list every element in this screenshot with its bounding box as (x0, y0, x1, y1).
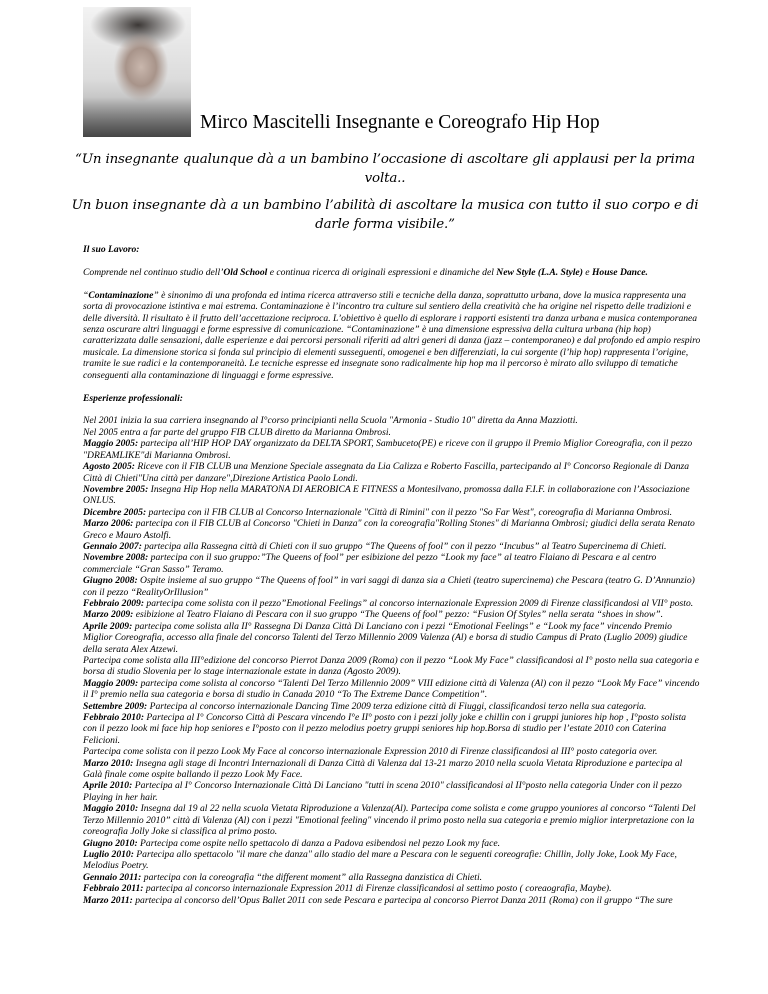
experience-text: Nel 2005 entra a far parte del gruppo FIB CLUB diretto da Marianna Ombrosi. (83, 426, 391, 438)
experience-text: partecipa con il suo gruppo:”The Queens of fool” per esibizione del pezzo “Look my face” al teatro Flaiano di Pescara e al centro commerciale “Gran Sasso” Teramo. (83, 552, 657, 575)
experience-text: partecipa con il FIB CLUB al Concorso "Chieti in Danza" con la coreografia"Rolling Stones" di Marianna Ombrosi; giudici della serata Renato Greco e Mauro Astolfi. (83, 518, 695, 541)
experience-item (83, 598, 701, 609)
experience-text: Partecipa al concorso internazionale Dancing Time 2009 terza edizione città di Fiuggi, classificandosi terzo nella sua categoria. (147, 700, 647, 712)
experience-item (83, 872, 701, 883)
experience-item (83, 838, 701, 849)
page-title: Mirco Mascitelli Insegnante e Coreografo Hip Hop (200, 112, 600, 133)
experience-text: esibizione al Teatro Flaiano di Pescara con il suo gruppo “The Queens of fool” pezzo: “Fusion Of Styles” nella serata “shoes in show”. (133, 609, 663, 621)
experience-item (83, 461, 701, 484)
experience-text: partecipa all’HIP HOP DAY organizzato da DELTA SPORT, Sambuceto(PE) e riceve con il gruppo il Premio Miglior Coreografia, con il pezzo "DREAMLIKE"di Marianna Ombrosi. (83, 438, 693, 461)
experience-item (83, 507, 701, 518)
document-body (83, 244, 701, 906)
experience-date: Febbraio 2011: (83, 883, 144, 895)
experience-item (83, 712, 701, 746)
experience-item (83, 541, 701, 552)
quote-line-1: “Un insegnante qualunque dà a un bambino l’occasione di ascoltare gli applausi per la prima volta.. (75, 152, 695, 186)
quote-line-2: Un buon insegnante dà a un bambino l’abilità di ascoltare la musica con tutto il suo corpo e di darle forma visibile.” (71, 198, 699, 232)
experience-date: Aprile 2009: (83, 620, 133, 632)
experience-date: Marzo 2006: (83, 518, 134, 530)
experience-date: Maggio 2005: (83, 438, 139, 450)
experience-item (83, 438, 701, 461)
experience-date: Febbraio 2009: (83, 597, 145, 609)
experience-date: Luglio 2010: (83, 848, 134, 860)
experience-item (83, 758, 701, 781)
experience-date: Marzo 2011: (83, 894, 133, 906)
experience-text: Insegna dal 19 al 22 nella scuola Vietata Riproduzione a Valenza(Al). Partecipa come solista e come gruppo youniores al concorso “Talenti Del Terzo Millennio 2010” città di Valenza (Al) con i pezzi "Emotional feeling" vincendo il primo posto nella sua categoria e premio miglior interpretazione con la coreografia Jolly Joke si classifica al primo posto. (83, 803, 696, 838)
experience-list (83, 415, 701, 905)
experience-date: Marzo 2010: (83, 757, 134, 769)
experience-date: Febbraio 2010: (83, 712, 145, 724)
experience-date: Novembre 2005: (83, 483, 149, 495)
experience-date: Marzo 2009: (83, 609, 134, 621)
experience-text: Partecipa al I° Concorso Internazionale Città Di Lanciano "tutti in scena 2010" classificandosi al II°posto nella categoria Under con il pezzo Playing in her hair. (83, 780, 682, 803)
experience-item (83, 484, 701, 507)
experience-item (83, 895, 701, 906)
experience-text: partecipa al concorso internazionale Expression 2011 di Firenze classificandosi al settimo posto ( coreaografia, Maybe). (143, 883, 612, 895)
paragraph-contaminazione: “Contaminazione” è sinonimo di una profonda ed intima ricerca attraverso stili e tecniche della danza, soprattutto urbana, dove la musica rappresenta una sorta di provocazione istintiva e mai estrema. Contaminazione è l’incontro tra culture sul sentiero della creatività che ha origine nel rispetto delle tradizioni e delle diversità. Il risultato è il frutto dell’accettazione reciproca. L’obiettivo è quello di esplorare i rapporti esistenti tra danza urbana e musica contemporanea senza oscurare altri linguaggi e forme espressive di comunicazione. “Contaminazione” è una dimensione espressiva della cultura urbana (hip hop) caratterizzata dalle sensazioni, dalle esperienze e dai percorsi personali riferiti ad altri generi di danza (jazz – contemporaneo) e dal profondo ed ampio respiro musicale. La dimensione storica si fonda sul principio di elementi susseguenti, omogenei e ben differenziati, la cui sorgente (l’hip hop) rappresenta l’origine, tramite le sue radici e la contemporaneità. Le tecniche espresse ed insegnate sono radicalmente hip hop ma il percorso è mirato allo sviluppo di tematiche conseguenti alla contaminazione di linguaggi e forme espressive. (83, 289, 701, 381)
experience-text: Ospite insieme al suo gruppo “The Queens of fool” in vari saggi di danza sia a Chieti (teatro supercinema) che Pescara (teatro G. D’Annunzio) con il pezzo “RealityOrIllusion” (83, 575, 695, 598)
paragraph-styles: Comprende nel continuo studio dell’Old School e continua ricerca di originali espressioni e dinamiche del New Style (L.A. Style) e House Dance. (83, 266, 648, 278)
experience-text: partecipa come solista alla II° Rassegna Di Danza Città Di Lanciano con i pezzi “Emotional Feelings” e “Look my face” vincendo Premio Miglior Coreografia, accesso alla finale del concorso Talenti del Terzo Millennio 2009 Valenza (Al) e borsa di studio Campus di Prato (Luglio 2009) giudice della serata Alex Atzewi. (83, 620, 688, 655)
experience-text: partecipa alla Rassegna città di Chieti con il suo gruppo “The Queens of fool” con il pezzo “Incubus” al Teatro Supercinema di Chieti. (141, 540, 667, 552)
experience-item (83, 849, 701, 872)
experience-date: Maggio 2010: (83, 803, 139, 815)
experience-date: Giugno 2008: (83, 575, 138, 587)
experience-text: partecipa con la coreografia “the different moment” alla Rassegna danzistica di Chieti. (141, 871, 483, 883)
experience-item (83, 678, 701, 701)
experience-date: Novembre 2008: (83, 552, 149, 564)
experience-item (83, 518, 701, 541)
experience-date: Gennaio 2011: (83, 871, 142, 883)
experience-item (83, 415, 701, 426)
experience-date: Aprile 2010: (83, 780, 133, 792)
section-heading-esperienze: Esperienze professionali: (83, 392, 183, 404)
experience-item (83, 575, 701, 598)
experience-item (83, 701, 701, 712)
experience-text: partecipa come solista con il pezzo”Emotional Feelings” al concorso internazionale Expression 2009 di Firenze classificandosi al VII° posto. (144, 597, 694, 609)
experience-text: Partecipa allo spettacolo "il mare che danza" allo stadio del mare a Pescara con le seguenti coreografie: Chillin, Jolly Joke, Look My Face, Melodius Poetry. (83, 848, 677, 872)
experience-date: Dicembre 2005: (83, 506, 147, 518)
experience-date: Giugno 2010: (83, 837, 138, 849)
experience-date: Settembre 2009: (83, 700, 148, 712)
experience-date: Agosto 2005: (83, 461, 135, 473)
experience-text: Insegna agli stage di Incontri Internazionali di Danza Città di Valenza dal 13-21 marzo 2010 nella scuola Vietata Riproduzione e partecipa al Galà finale come ospite ballando il pezzo Look My Face. (83, 757, 683, 781)
experience-date: Maggio 2009: (83, 677, 139, 689)
experience-item (83, 780, 701, 803)
experience-text: partecipa come solista al concorso “Talenti Del Terzo Millennio 2009” VIII edizione città di Valenza (Al) con il pezzo “Look My Face” vincendo il I° premio nella sua categoria e borsa di studio in Canada 2010 “To The Extreme Dance Competition”. (83, 677, 700, 701)
experience-text: Nel 2001 inizia la sua carriera insegnando al I°corso principianti nella Scuola "Armonia - Studio 10" diretta da Anna Mazziotti. (83, 415, 578, 427)
experience-date: Gennaio 2007: (83, 540, 142, 552)
section-heading-lavoro: Il suo Lavoro: (83, 244, 140, 255)
experience-item (83, 883, 701, 894)
experience-text: Partecipa come solista con il pezzo Look My Face al concorso internazionale Expression 2010 di Firenze classificandosi al III° posto categoria over. (83, 746, 658, 758)
profile-photo (83, 7, 191, 137)
experience-item (83, 609, 701, 620)
experience-item (83, 655, 701, 678)
experience-item (83, 803, 701, 837)
experience-text: Partecipa al I° Concorso Città di Pescara vincendo I°e II° posto con i pezzi jolly joke e chillin con i gruppi juniores hip hop , I°posto solista con il pezzo look mi face hip hop seniores e I°posto con il pezzo melodius poetry gruppi seniores hip hop.Borsa di studio per l’estate 2010 con Caterina Felicioni. (83, 712, 687, 746)
experience-item (83, 552, 701, 575)
experience-text: Insegna Hip Hop nella MARATONA DI AEROBICA E FITNESS a Montesilvano, promossa dalla F.I.F. in collaborazione con l’Associazione ONLUS. (83, 483, 690, 507)
experience-item (83, 746, 701, 757)
experience-text: partecipa al concorso dell’Opus Ballet 2011 con sede Pescara e partecipa al concorso Pierrot Danza 2011 (Roma) con il gruppo “The sure (132, 894, 673, 906)
experience-text: partecipa con il FIB CLUB al Concorso Internazionale "Città di Rimini" con il pezzo "So Far West", coreografia di Marianna Ombrosi. (146, 506, 673, 518)
experience-text: Riceve con il FIB CLUB una Menzione Speciale assegnata da Lia Calizza e Roberto Fascilla, partecipando al I° Concorso Regionale di Danza Città di Chieti"Una città per danzare",Direzione Artistica Paolo Londi. (83, 461, 690, 484)
experience-text: Partecipa come solista alla III°edizione del concorso Pierrot Danza 2009 (Roma) con il pezzo “Look My Face” classificandosi al I° posto nella sua categoria e borsa di studio Slovenia per lo stage internazionale estate in danza (Agosto 2009). (83, 655, 699, 678)
experience-item (83, 621, 701, 655)
experience-item (83, 427, 701, 438)
experience-text: Partecipa come ospite nello spettacolo di danza a Padova esibendosi nel pezzo Look my face. (137, 837, 501, 849)
